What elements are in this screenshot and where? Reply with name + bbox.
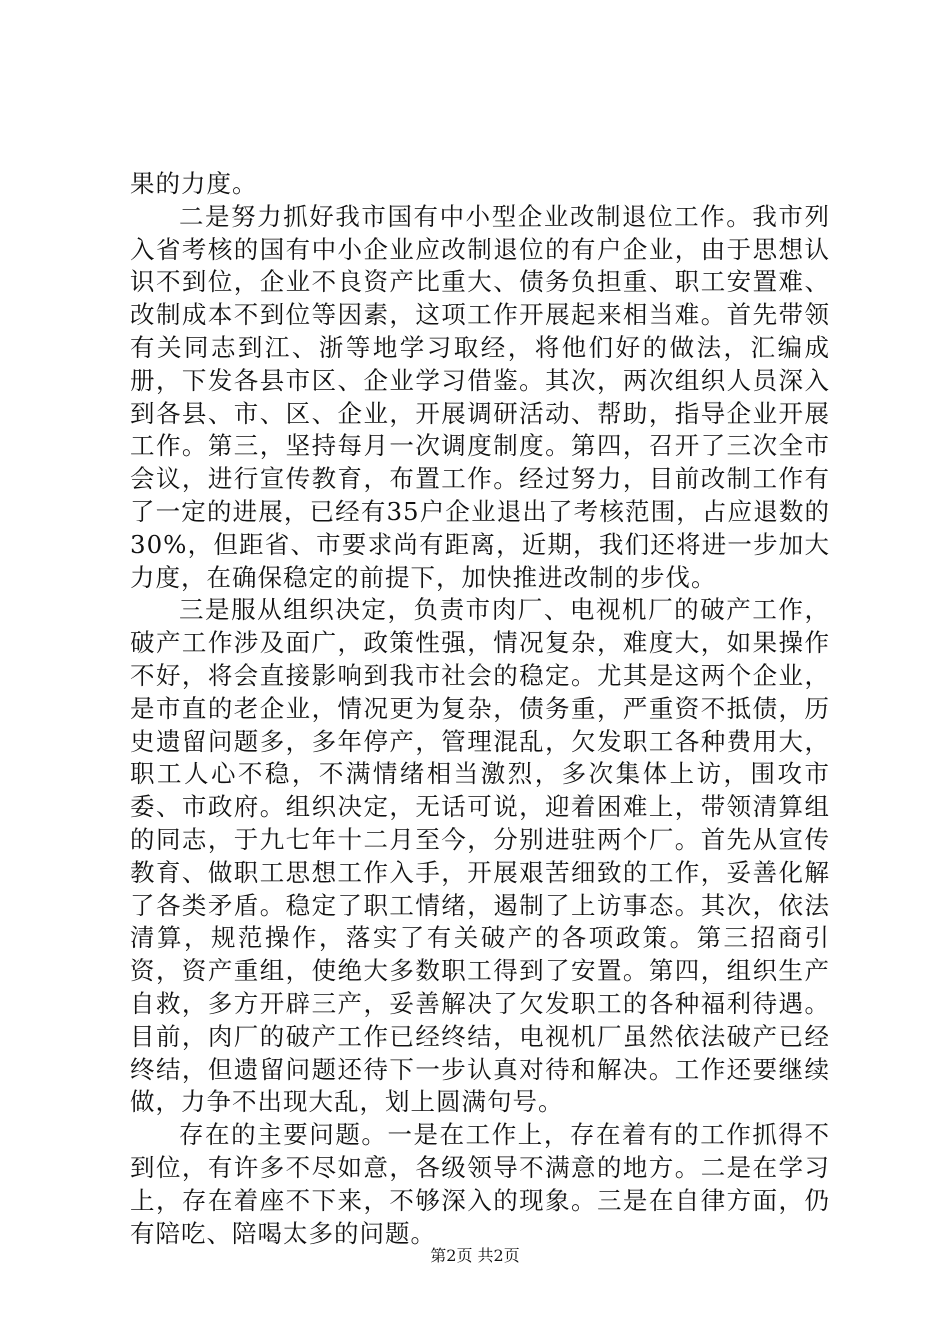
paragraph-reform-work: 二是努力抓好我市国有中小型企业改制退位工作。我市列入省考核的国有中小企业应改制退位的有户企业，由于思想认识不到位，企业不良资产比重大、债务负担重、职工安置难、改制成本不到位等因素，这项工作开展起来相当难。首先带领有关同志到江、浙等地学习取经，将他们好的做法，汇编成册，下发各县市区、企业学习借鉴。其次，两次组织人员深入到各县、市、区、企业，开展调研活动、帮助，指导企业开展工作。第三，坚持每月一次调度制度。第四，召开了三次全市会议，进行宣传教育，布置工作。经过努力，目前改制工作有了一定的进展，已经有35户企业退出了考核范围，占应退数的30%，但距省、市要求尚有距离，近期，我们还将进一步加大力度，在确保稳定的前提下，加快推进改制的步伐。 xyxy=(130,201,830,592)
paragraph-main-problems: 存在的主要问题。一是在工作上，存在着有的工作抓得不到位，有许多不尽如意，各级领导不满意的地方。二是在学习上，存在着座不下来，不够深入的现象。三是在自律方面，仍有陪吃、陪喝太多的问题。 xyxy=(130,1120,830,1248)
document-body xyxy=(130,168,830,1250)
paragraph-continuation: 果的力度。 xyxy=(130,169,258,198)
paragraph-bankruptcy-work: 三是服从组织决定，负责市肉厂、电视机厂的破产工作，破产工作涉及面广，政策性强，情况复杂，难度大，如果操作不好，将会直接影响到我市社会的稳定。尤其是这两个企业，是市直的老企业，情况更为复杂，债务重，严重资不抵债，历史遗留问题多，多年停产，管理混乱，欠发职工各种费用大，职工人心不稳，不满情绪相当激烈，多次集体上访，围攻市委、市政府。组织决定，无话可说，迎着困难上，带领清算组的同志，于九七年十二月至今，分别进驻两个厂。首先从宣传教育、做职工思想工作入手，开展艰苦细致的工作，妥善化解了各类矛盾。稳定了职工情绪，遏制了上访事态。其次，依法清算，规范操作，落实了有关破产的各项政策。第三招商引资，资产重组，使绝大多数职工得到了安置。第四，组织生产自救，多方开辟三产，妥善解决了欠发职工的各种福利待遇。目前，肉厂的破产工作已经终结，电视机厂虽然依法破产已经终结，但遗留问题还待下一步认真对待和解决。工作还要继续做，力争不出现大乱，划上圆满句号。 xyxy=(130,595,830,1117)
page-footer: 第2页 共2页 xyxy=(430,1246,520,1265)
